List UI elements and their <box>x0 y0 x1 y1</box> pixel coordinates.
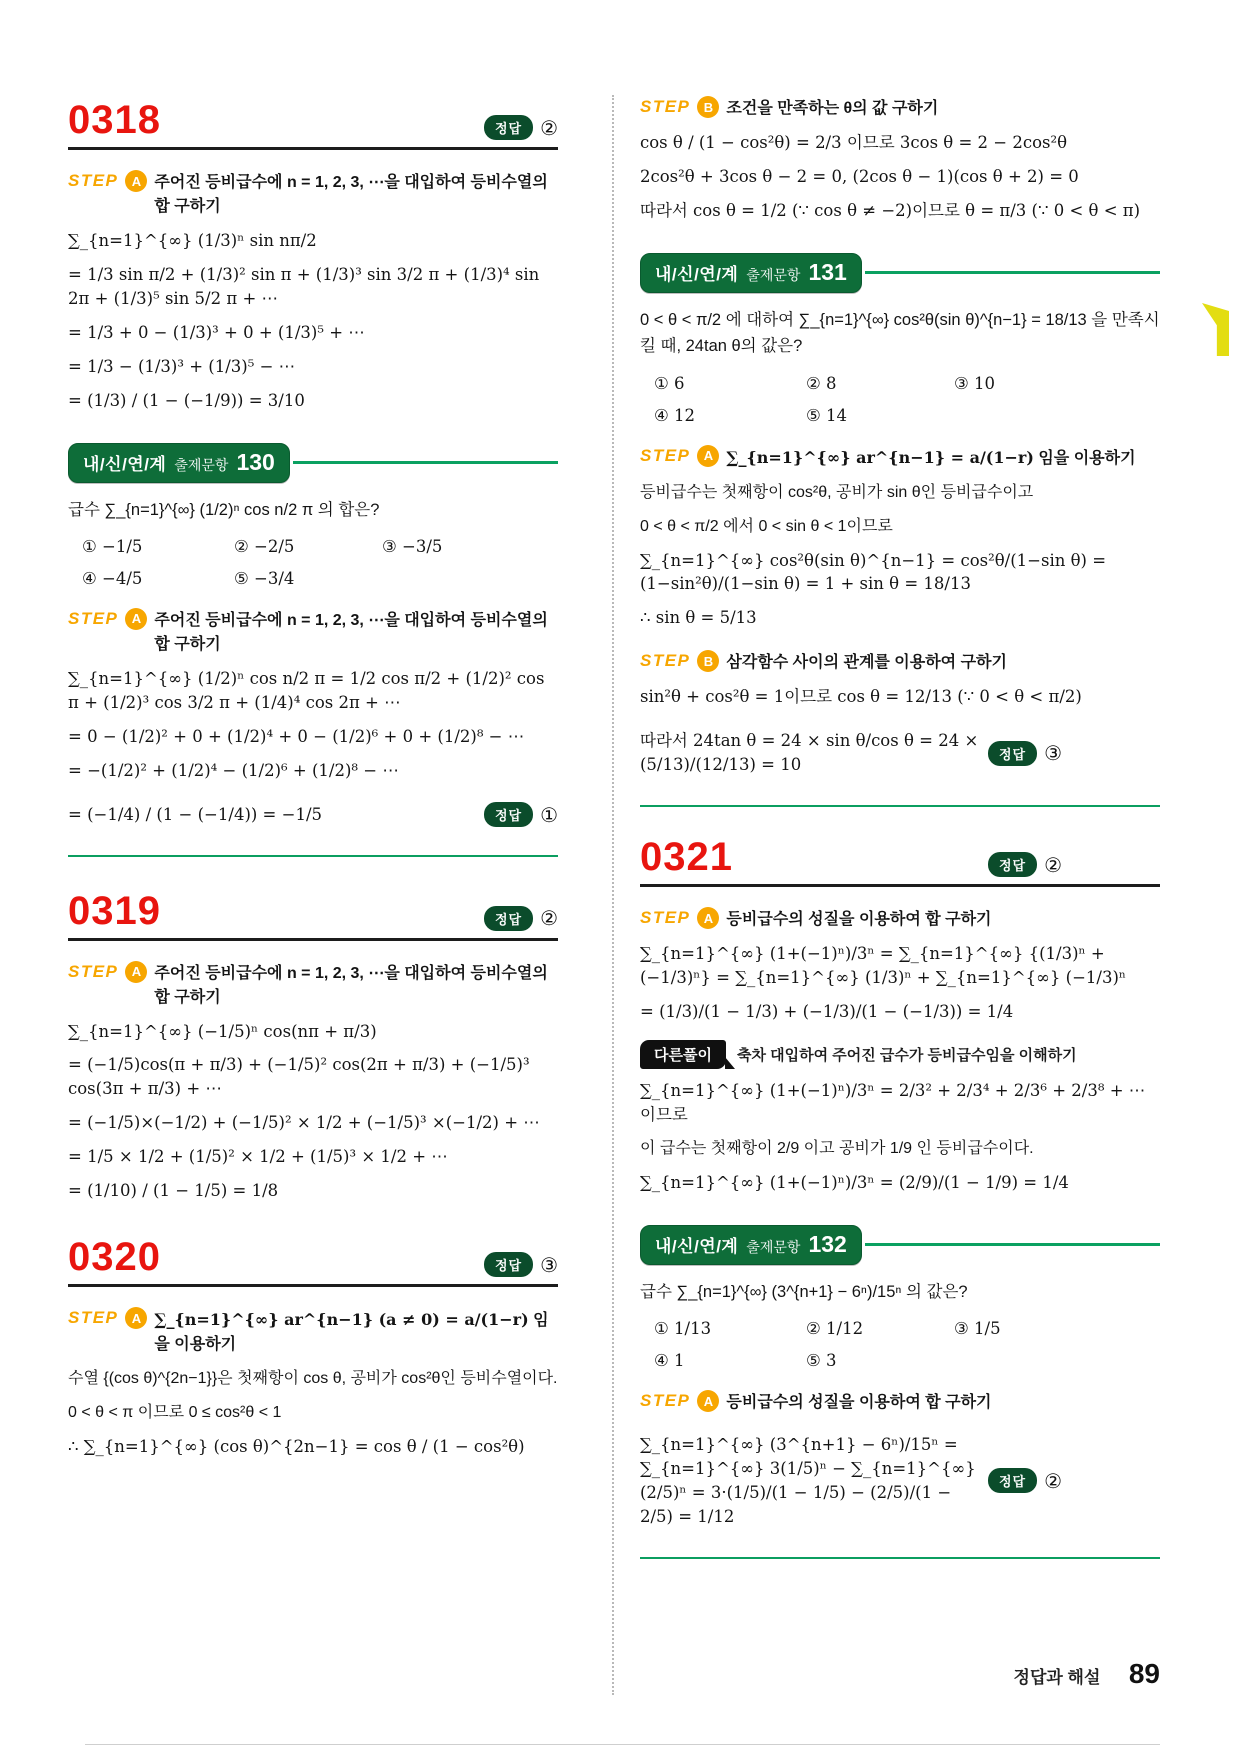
step-word: STEP <box>68 961 119 981</box>
answer-badge <box>988 852 1062 877</box>
exam-link-badge <box>640 1225 862 1265</box>
answer-badge-pill: 정답 <box>988 741 1037 766</box>
problem-number: 0319 <box>68 888 161 933</box>
problem-header <box>68 1237 558 1287</box>
choice-4: ④ −4/5 <box>82 568 143 588</box>
step-heading <box>640 650 1160 675</box>
choice-5: ⑤ 3 <box>806 1351 837 1370</box>
choice-4: ④ 1 <box>654 1351 685 1370</box>
math-line: ∑_{n=1}^{∞} (1/2)ⁿ cos n/2 π = 1/2 cos π/2 + (1/2)² cos π + (1/2)³ cos 3/2 π + (1/4)⁴ cos 2π + ⋯ <box>68 668 545 712</box>
choice-4: ④ 12 <box>654 405 696 425</box>
math-line: ∑_{n=1}^{∞} (1/3)ⁿ sin nπ/2 <box>68 231 317 250</box>
exam-badge-title: 내/신/연/계 <box>83 454 167 474</box>
math-line: sin²θ + cos²θ = 1이므로 cos θ = 12/13 (∵ 0 < θ < π/2) <box>640 687 1082 707</box>
step-letter-badge: A <box>697 1390 719 1412</box>
step-letter-badge: A <box>125 608 147 630</box>
answer-badge-pill: 정답 <box>484 1252 533 1277</box>
step-title-formula: ∑_{n=1}^{∞} ar^{n−1} = a/(1−r) <box>726 447 1034 467</box>
step-heading <box>640 1390 1160 1415</box>
choice-1: ① −1/5 <box>82 536 143 556</box>
exam-badge-line <box>293 461 558 464</box>
step-word: STEP <box>640 651 691 671</box>
answer-choice-number: ② <box>1044 1468 1062 1493</box>
answer-badge <box>988 741 1062 766</box>
math-line: = 1/3 sin π/2 + (1/3)² sin π + (1/3)³ sin 3/2 π + (1/3)⁴ sin 2π + (1/3)⁵ sin 5/2 π + ⋯ <box>68 264 540 308</box>
question-text: 급수 ∑_{n=1}^{∞} (3^{n+1} − 6ⁿ)/15ⁿ 의 값은? <box>640 1282 968 1301</box>
step-title-tail: 임을 이용하기 <box>1033 449 1136 467</box>
step-word: STEP <box>68 608 119 628</box>
alt-solution-badge: 다른풀이 <box>640 1040 726 1069</box>
exam-badge-subtitle: 출제문항 <box>746 266 801 283</box>
step-title-tail: 임을 이용하기 <box>154 1312 549 1354</box>
page-number: 89 <box>1128 1658 1160 1689</box>
step-title: 주어진 등비급수에 n = 1, 2, 3, ⋯을 대입하여 등비수열의 합 구하기 <box>154 174 548 215</box>
exam-link-badge <box>68 443 290 483</box>
math-line: 따라서 cos θ = 1/2 (∵ cos θ ≠ −2)이므로 θ = π/3 (∵ 0 < θ < π) <box>640 200 1141 220</box>
math-line: ∑_{n=1}^{∞} (1+(−1)ⁿ)/3ⁿ = ∑_{n=1}^{∞} {(1/3)ⁿ + (−1/3)ⁿ} = ∑_{n=1}^{∞} (1/3)ⁿ + ∑_{n=1}^{∞} (−1/3)ⁿ <box>640 944 1127 987</box>
exam-badge-number: 131 <box>808 258 847 285</box>
math-line: ∑_{n=1}^{∞} (1+(−1)ⁿ)/3ⁿ = 2/3² + 2/3⁴ + 2/3⁶ + 2/3⁸ + ⋯ 이므로 <box>640 1080 1146 1124</box>
math-line: = 1/3 − (1/3)³ + (1/3)⁵ − ⋯ <box>68 356 296 376</box>
step-letter-badge: A <box>697 445 719 467</box>
choice-5: ⑤ 14 <box>806 405 848 425</box>
answer-badge-pill: 정답 <box>484 906 533 931</box>
step-heading <box>640 96 1160 121</box>
problem-header <box>640 837 1160 887</box>
exam-badge-row <box>640 253 1160 293</box>
problem-number: 0321 <box>640 835 733 880</box>
math-answer-row <box>68 793 558 837</box>
step-title: 삼각함수 사이의 관계를 이용하여 구하기 <box>726 654 1007 672</box>
step-title <box>726 445 1135 471</box>
step-letter-badge: A <box>125 170 147 192</box>
step-letter-badge: A <box>125 961 147 983</box>
answer-badge-pill: 정답 <box>484 115 533 140</box>
step-heading <box>68 961 558 1010</box>
section-end-rule <box>68 855 558 857</box>
exam-badge-line <box>865 271 1160 274</box>
section-end-rule <box>640 1557 1160 1559</box>
step-heading <box>68 1307 558 1357</box>
solution-line: 등비급수는 첫째항이 cos²θ, 공비가 sin θ인 등비급수이고 <box>640 483 1034 501</box>
answer-choice-number: ③ <box>1044 741 1062 766</box>
step-letter-badge: A <box>697 907 719 929</box>
math-line: ∑_{n=1}^{∞} (−1/5)ⁿ cos(nπ + π/3) <box>68 1021 377 1041</box>
math-line: cos θ / (1 − cos²θ) = 2/3 이므로 3cos θ = 2 − 2cos²θ <box>640 133 1068 152</box>
right-column <box>640 0 1160 1559</box>
left-column <box>68 0 558 1469</box>
choice-5: ⑤ −3/4 <box>234 568 295 588</box>
math-line: 2cos²θ + 3cos θ − 2 = 0, (2cos θ − 1)(cos θ + 2) = 0 <box>640 166 1079 186</box>
answer-choice-number: ① <box>540 802 558 827</box>
step-word: STEP <box>640 445 691 465</box>
answer-badge-pill: 정답 <box>988 852 1037 877</box>
alt-solution-heading <box>640 1040 1160 1069</box>
math-answer-row <box>640 719 1160 787</box>
exam-badge-row <box>68 443 558 483</box>
answer-badge-pill: 정답 <box>484 802 533 827</box>
exam-question-132 <box>640 1225 1160 1559</box>
problem-header <box>68 888 558 941</box>
step-letter-badge: B <box>697 96 719 118</box>
answer-choice-number: ② <box>540 906 558 931</box>
exam-badge-number: 132 <box>808 1230 847 1257</box>
problem-number: 0320 <box>68 1235 161 1280</box>
math-line: ∴ ∑_{n=1}^{∞} (cos θ)^{2n−1} = cos θ / (1 − cos²θ) <box>68 1437 525 1457</box>
math-answer-row <box>640 1423 1160 1539</box>
math-line: = (−1/4) / (1 − (−1/4)) = −1/5 <box>68 804 323 824</box>
choice-list <box>640 374 1160 425</box>
answer-choice-number: ③ <box>540 1252 558 1277</box>
problem-number: 0318 <box>68 98 161 142</box>
answer-choice-number: ② <box>1044 852 1062 877</box>
math-line: = (−1/5)cos(π + π/3) + (−1/5)² cos(2π + π/3) + (−1/5)³ cos(3π + π/3) + ⋯ <box>68 1055 530 1099</box>
footer-label: 정답과 해설 <box>1013 1668 1101 1687</box>
step-letter-badge: A <box>125 1307 147 1329</box>
problem-0320 <box>68 1237 558 1459</box>
step-letter-badge: B <box>697 650 719 672</box>
exam-badge-subtitle: 출제문항 <box>174 456 229 473</box>
page-tab-marker <box>1202 303 1229 356</box>
math-line: = 1/3 + 0 − (1/3)³ + 0 + (1/3)⁵ + ⋯ <box>68 322 365 342</box>
step-word: STEP <box>640 1391 691 1410</box>
step-title-formula: ∑_{n=1}^{∞} ar^{n−1} (a ≠ 0) = a/(1−r) <box>154 1310 529 1330</box>
math-line: ∴ sin θ = 5/13 <box>640 608 757 628</box>
step-title <box>154 1307 558 1357</box>
section-end-rule <box>640 805 1160 807</box>
bottom-rule <box>85 1744 1160 1745</box>
choice-3: ③ 10 <box>954 373 996 393</box>
solution-line: 0 < θ < π/2 에서 0 < sin θ < 1이므로 <box>640 517 893 535</box>
step-word: STEP <box>640 908 691 928</box>
step-word: STEP <box>68 1308 119 1328</box>
answer-choice-number: ② <box>540 115 558 140</box>
math-line: 따라서 24tan θ = 24 × sin θ/cos θ = 24 × (5/13)/(12/13) = 10 <box>640 731 979 775</box>
solution-line: 0 < θ < π 이므로 0 ≤ cos²θ < 1 <box>68 1404 282 1422</box>
choice-1: ① 6 <box>654 373 685 393</box>
step-heading <box>68 608 558 657</box>
choice-3: ③ −3/5 <box>382 536 443 556</box>
step-heading <box>68 170 558 219</box>
exam-badge-number: 130 <box>236 448 275 475</box>
step-title: 등비급수의 성질을 이용하여 합 구하기 <box>726 911 992 929</box>
math-line: = (1/3)/(1 − 1/3) + (−1/3)/(1 − (−1/3)) = 1/4 <box>640 1001 1014 1021</box>
math-line: = (−1/5)×(−1/2) + (−1/5)² × 1/2 + (−1/5)³ ×(−1/2) + ⋯ <box>68 1113 540 1133</box>
choice-list <box>68 537 558 588</box>
step-word: STEP <box>640 97 691 116</box>
answer-badge <box>988 1468 1062 1493</box>
exam-badge-title: 내/신/연/계 <box>655 1236 739 1256</box>
choice-2: ② −2/5 <box>234 536 295 556</box>
answer-badge <box>484 802 558 827</box>
choice-2: ② 1/12 <box>806 1319 864 1338</box>
solution-line: 수열 {(cos θ)^{2n−1}}은 첫째항이 cos θ, 공비가 cos²θ인 등비수열이다. <box>68 1370 558 1388</box>
math-line: ∑_{n=1}^{∞} (1+(−1)ⁿ)/3ⁿ = (2/9)/(1 − 1/9) = 1/4 <box>640 1172 1069 1192</box>
step-heading <box>640 907 1160 932</box>
answer-badge <box>484 115 558 140</box>
exam-question-130 <box>68 443 558 857</box>
problem-header <box>68 100 558 150</box>
math-line: = −(1/2)² + (1/2)⁴ − (1/2)⁶ + (1/2)⁸ − ⋯ <box>68 760 399 780</box>
math-line: = 1/5 × 1/2 + (1/5)² × 1/2 + (1/5)³ × 1/2 + ⋯ <box>68 1147 448 1167</box>
choice-2: ② 8 <box>806 373 837 393</box>
math-line: ∑_{n=1}^{∞} (3^{n+1} − 6ⁿ)/15ⁿ = ∑_{n=1}^{∞} 3(1/5)ⁿ − ∑_{n=1}^{∞} (2/5)ⁿ = 3·(1/5)/(1 − 1/5) − (2/5)/(1 − 2/5) = 1/12 <box>640 1435 976 1526</box>
step-heading <box>640 445 1160 471</box>
question-text: 0 < θ < π/2 에 대하여 ∑_{n=1}^{∞} cos²θ(sin θ)^{n−1} = 18/13 을 만족시킬 때, 24tan θ의 값은? <box>640 310 1160 356</box>
alt-solution-title: 축차 대입하여 주어진 급수가 등비급수임을 이해하기 <box>736 1046 1077 1064</box>
math-line: ∑_{n=1}^{∞} cos²θ(sin θ)^{n−1} = cos²θ/(1−sin θ) = (1−sin²θ)/(1−sin θ) = 1 + sin θ = 18/13 <box>640 550 1107 594</box>
math-line: = (1/3) / (1 − (−1/9)) = 3/10 <box>68 390 305 410</box>
step-title: 조건을 만족하는 θ의 값 구하기 <box>726 100 939 117</box>
exam-badge-line <box>865 1243 1160 1246</box>
exam-link-badge <box>640 253 862 293</box>
problem-0319 <box>68 888 558 1204</box>
exam-badge-row <box>640 1225 1160 1265</box>
math-line: = 0 − (1/2)² + 0 + (1/2)⁴ + 0 − (1/2)⁶ + 0 + (1/2)⁸ − ⋯ <box>68 726 525 746</box>
problem-0318 <box>68 100 558 413</box>
choice-3: ③ 1/5 <box>954 1319 1001 1338</box>
choice-1: ① 1/13 <box>654 1319 712 1338</box>
step-title: 주어진 등비급수에 n = 1, 2, 3, ⋯을 대입하여 등비수열의 합 구하기 <box>154 611 548 653</box>
choice-list <box>640 1319 1160 1370</box>
solution-line: 이 급수는 첫째항이 2/9 이고 공비가 1/9 인 등비급수이다. <box>640 1139 1034 1157</box>
exam-question-131 <box>640 253 1160 807</box>
answer-badge <box>484 1252 558 1277</box>
math-line: = (1/10) / (1 − 1/5) = 1/8 <box>68 1181 279 1201</box>
step-title: 등비급수의 성질을 이용하여 합 구하기 <box>726 1394 992 1411</box>
step-word: STEP <box>68 171 119 190</box>
step-title: 주어진 등비급수에 n = 1, 2, 3, ⋯을 대입하여 등비수열의 합 구하기 <box>154 964 548 1006</box>
answer-badge-pill: 정답 <box>988 1468 1037 1493</box>
problem-0320-continued <box>640 96 1160 223</box>
problem-0321 <box>640 837 1160 1195</box>
column-divider <box>612 95 614 1695</box>
answer-badge <box>484 906 558 931</box>
exam-badge-subtitle: 출제문항 <box>746 1238 801 1255</box>
page-footer <box>640 1658 1160 1690</box>
exam-badge-title: 내/신/연/계 <box>655 264 739 284</box>
question-text: 급수 ∑_{n=1}^{∞} (1/2)ⁿ cos n/2 π 의 합은? <box>68 500 380 519</box>
